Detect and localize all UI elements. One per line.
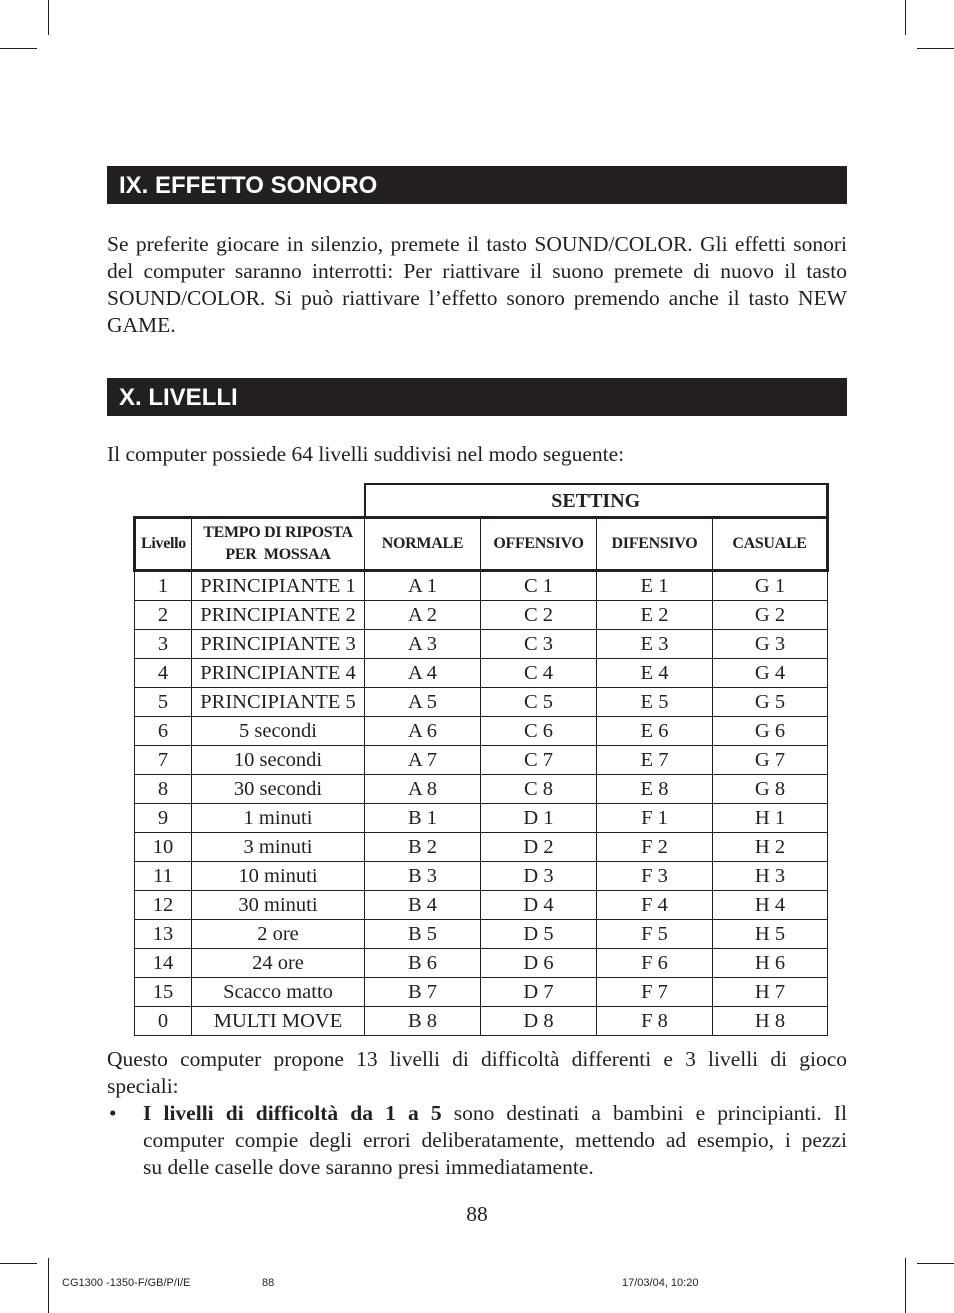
footer-job-code: CG1300 -1350-F/GB/P/I/E <box>62 1277 191 1289</box>
section-heading-livelli: X. LIVELLI <box>107 378 847 416</box>
cell-livello: 0 <box>135 1007 192 1036</box>
table-row <box>135 630 828 659</box>
cell-casuale: H 3 <box>713 862 828 891</box>
column-header-row <box>135 518 828 571</box>
table-row <box>135 659 828 688</box>
bullet-item <box>143 1100 847 1181</box>
cell-offensivo: D 8 <box>481 1007 597 1036</box>
cell-livello: 5 <box>135 688 192 717</box>
cell-tempo: MULTI MOVE <box>192 1007 365 1036</box>
cell-livello: 13 <box>135 920 192 949</box>
cell-casuale: G 1 <box>713 571 828 601</box>
cell-offensivo: C 1 <box>481 571 597 601</box>
levels-table <box>133 483 829 1036</box>
cell-livello: 11 <box>135 862 192 891</box>
cell-offensivo: D 5 <box>481 920 597 949</box>
table-row <box>135 891 828 920</box>
cell-tempo: PRINCIPIANTE 5 <box>192 688 365 717</box>
paragraph-line: del computer saranno interrotti: Per riattivare il suono premete di nuovo il tasto <box>107 259 847 283</box>
table-row <box>135 601 828 630</box>
cell-difensivo: E 7 <box>597 746 713 775</box>
table-row <box>135 920 828 949</box>
cell-casuale: G 3 <box>713 630 828 659</box>
cell-livello: 7 <box>135 746 192 775</box>
table-row <box>135 804 828 833</box>
header-casuale: CASUALE <box>713 518 828 571</box>
cell-offensivo: D 3 <box>481 862 597 891</box>
section-heading-effetto-sonoro: IX. EFFETTO SONORO <box>107 166 847 204</box>
blank-cell <box>135 484 365 518</box>
paragraph-line: GAME. <box>107 313 176 337</box>
cell-livello: 3 <box>135 630 192 659</box>
header-tempo <box>192 518 365 571</box>
cell-offensivo: C 4 <box>481 659 597 688</box>
cell-casuale: G 7 <box>713 746 828 775</box>
cell-normale: B 1 <box>365 804 481 833</box>
cell-casuale: H 7 <box>713 978 828 1007</box>
header-tempo-line: PER MOSSAA <box>225 546 331 563</box>
cell-difensivo: F 4 <box>597 891 713 920</box>
cell-difensivo: E 4 <box>597 659 713 688</box>
header-difensivo: DIFENSIVO <box>597 518 713 571</box>
crop-mark <box>48 1258 49 1313</box>
cell-offensivo: C 2 <box>481 601 597 630</box>
cell-normale: A 7 <box>365 746 481 775</box>
cell-offensivo: D 6 <box>481 949 597 978</box>
table-row <box>135 775 828 804</box>
cell-normale: A 2 <box>365 601 481 630</box>
cell-difensivo: F 6 <box>597 949 713 978</box>
cell-difensivo: F 3 <box>597 862 713 891</box>
cell-difensivo: E 1 <box>597 571 713 601</box>
levels-table-body <box>135 571 828 1036</box>
crop-mark <box>0 1263 37 1264</box>
table-row <box>135 571 828 601</box>
cell-difensivo: E 3 <box>597 630 713 659</box>
cell-casuale: H 8 <box>713 1007 828 1036</box>
paragraph-line: Questo computer propone 13 livelli di difficoltà differenti e 3 livelli di gioco <box>107 1047 847 1071</box>
cell-difensivo: E 5 <box>597 688 713 717</box>
table-row <box>135 862 828 891</box>
header-livello: Livello <box>135 518 192 571</box>
cell-livello: 12 <box>135 891 192 920</box>
cell-livello: 2 <box>135 601 192 630</box>
cell-normale: B 6 <box>365 949 481 978</box>
cell-offensivo: C 6 <box>481 717 597 746</box>
cell-difensivo: E 6 <box>597 717 713 746</box>
cell-normale: B 2 <box>365 833 481 862</box>
cell-offensivo: D 4 <box>481 891 597 920</box>
cell-offensivo: D 2 <box>481 833 597 862</box>
setting-header: SETTING <box>365 484 828 518</box>
header-offensivo: OFFENSIVO <box>481 518 597 571</box>
cell-casuale: H 1 <box>713 804 828 833</box>
bullet-line: su delle caselle dove saranno presi immediatamente. <box>143 1155 594 1179</box>
cell-tempo: PRINCIPIANTE 4 <box>192 659 365 688</box>
cell-offensivo: C 3 <box>481 630 597 659</box>
paragraph-line: Se preferite giocare in silenzio, premete il tasto SOUND/COLOR. Gli effetti sonori <box>107 232 847 256</box>
cell-casuale: H 5 <box>713 920 828 949</box>
cell-offensivo: C 8 <box>481 775 597 804</box>
crop-mark <box>905 1258 906 1313</box>
header-normale: NORMALE <box>365 518 481 571</box>
cell-difensivo: E 2 <box>597 601 713 630</box>
cell-livello: 15 <box>135 978 192 1007</box>
cell-difensivo: F 8 <box>597 1007 713 1036</box>
bullet-line <box>143 1100 847 1127</box>
cell-normale: B 8 <box>365 1007 481 1036</box>
table-row <box>135 978 828 1007</box>
bullet-text: sono destinati a bambini e principianti. Il <box>453 1101 847 1125</box>
cell-tempo: 5 secondi <box>192 717 365 746</box>
cell-tempo: 30 secondi <box>192 775 365 804</box>
table-row <box>135 833 828 862</box>
table-row <box>135 688 828 717</box>
cell-livello: 10 <box>135 833 192 862</box>
cell-tempo: 1 minuti <box>192 804 365 833</box>
cell-tempo: Scacco matto <box>192 978 365 1007</box>
cell-difensivo: F 5 <box>597 920 713 949</box>
cell-livello: 6 <box>135 717 192 746</box>
table-row <box>135 949 828 978</box>
cell-normale: A 4 <box>365 659 481 688</box>
cell-casuale: G 8 <box>713 775 828 804</box>
bullet-line: computer compie degli errori deliberatamente, mettendo ad esempio, i pezzi <box>143 1128 847 1152</box>
cell-normale: B 7 <box>365 978 481 1007</box>
cell-tempo: 2 ore <box>192 920 365 949</box>
paragraph-effetto-sonoro <box>107 231 847 339</box>
cell-normale: B 4 <box>365 891 481 920</box>
table-row <box>135 1007 828 1036</box>
setting-row <box>135 484 828 518</box>
crop-mark <box>917 1263 954 1264</box>
cell-casuale: G 5 <box>713 688 828 717</box>
paragraph-line: SOUND/COLOR. Si può riattivare l’effetto sonoro premendo anche il tasto NEW <box>107 286 847 310</box>
cell-tempo: PRINCIPIANTE 2 <box>192 601 365 630</box>
cell-tempo: 24 ore <box>192 949 365 978</box>
cell-offensivo: D 1 <box>481 804 597 833</box>
bullet-bold-lead: I livelli di difficoltà da 1 a 5 <box>143 1101 442 1125</box>
cell-difensivo: F 1 <box>597 804 713 833</box>
cell-tempo: 30 minuti <box>192 891 365 920</box>
cell-difensivo: E 8 <box>597 775 713 804</box>
page-number: 88 <box>466 1202 488 1226</box>
cell-tempo: 10 secondi <box>192 746 365 775</box>
paragraph-intro-livelli: Il computer possiede 64 livelli suddivisi nel modo seguente: <box>107 442 625 466</box>
cell-normale: A 3 <box>365 630 481 659</box>
cell-tempo: PRINCIPIANTE 3 <box>192 630 365 659</box>
cell-livello: 4 <box>135 659 192 688</box>
cell-livello: 8 <box>135 775 192 804</box>
cell-livello: 14 <box>135 949 192 978</box>
crop-mark <box>48 0 49 35</box>
cell-casuale: H 2 <box>713 833 828 862</box>
cell-normale: A 8 <box>365 775 481 804</box>
cell-normale: A 5 <box>365 688 481 717</box>
cell-offensivo: C 5 <box>481 688 597 717</box>
cell-casuale: H 6 <box>713 949 828 978</box>
cell-normale: A 1 <box>365 571 481 601</box>
paragraph-line: speciali: <box>107 1074 179 1098</box>
cell-tempo: 10 minuti <box>192 862 365 891</box>
crop-mark <box>0 48 37 49</box>
cell-difensivo: F 2 <box>597 833 713 862</box>
cell-casuale: G 4 <box>713 659 828 688</box>
cell-offensivo: D 7 <box>481 978 597 1007</box>
footer-page: 88 <box>262 1277 275 1289</box>
bullet-marker: • <box>109 1101 117 1125</box>
cell-livello: 9 <box>135 804 192 833</box>
cell-normale: B 5 <box>365 920 481 949</box>
cell-normale: A 6 <box>365 717 481 746</box>
cell-casuale: G 6 <box>713 717 828 746</box>
header-tempo-line: TEMPO DI RIPOSTA <box>203 524 353 541</box>
footer-timestamp: 17/03/04, 10:20 <box>622 1277 699 1289</box>
cell-casuale: G 2 <box>713 601 828 630</box>
crop-mark <box>917 48 954 49</box>
cell-casuale: H 4 <box>713 891 828 920</box>
cell-normale: B 3 <box>365 862 481 891</box>
table-row <box>135 746 828 775</box>
cell-offensivo: C 7 <box>481 746 597 775</box>
cell-tempo: 3 minuti <box>192 833 365 862</box>
paragraph-livelli-difficolta <box>107 1046 847 1100</box>
crop-mark <box>905 0 906 35</box>
cell-livello: 1 <box>135 571 192 601</box>
table-row <box>135 717 828 746</box>
cell-difensivo: F 7 <box>597 978 713 1007</box>
cell-tempo: PRINCIPIANTE 1 <box>192 571 365 601</box>
